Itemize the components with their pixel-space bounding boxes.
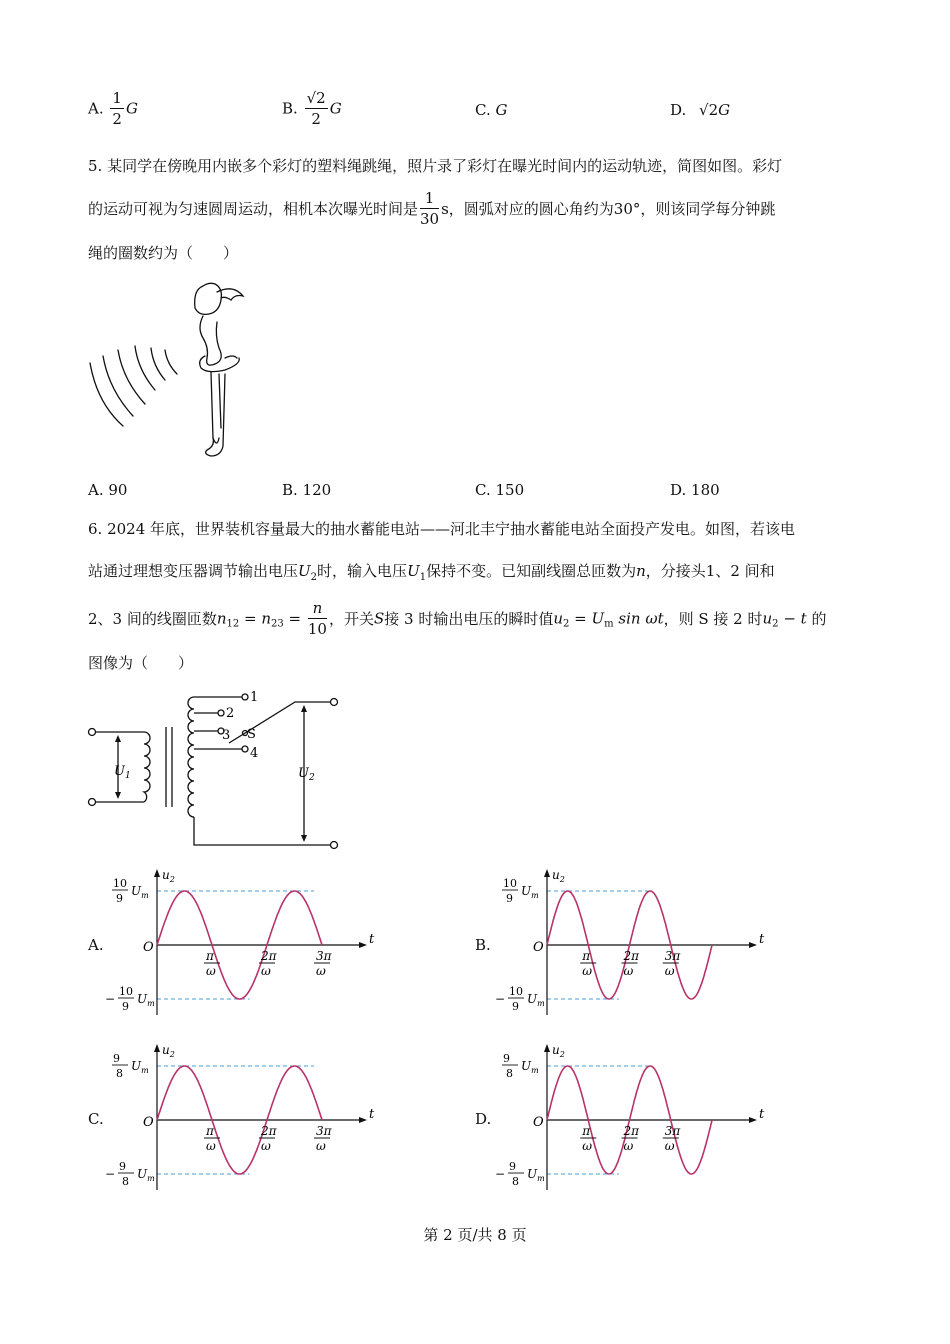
q5-option-d: D. 180 (670, 481, 720, 499)
u1-sub: 1 (419, 572, 427, 583)
light-trail-arc (103, 356, 133, 416)
q6-line3c: 接 3 时输出电压的瞬时值 (384, 610, 554, 628)
u2-axis-label: $u_2$ (552, 868, 565, 884)
y-axis-arrow (154, 1044, 160, 1052)
terminal-circle (89, 729, 96, 736)
tick-den: ω (206, 964, 216, 978)
tick-num: 2π (623, 1124, 640, 1138)
arrow-head (115, 792, 121, 799)
frac-num: n (308, 598, 327, 619)
tick-den: ω (261, 1139, 271, 1153)
q5-line2a: 的运动可视为匀速圆周运动，相机本次曝光时间是 (88, 200, 419, 218)
u2-axis-label: $u_2$ (162, 868, 175, 884)
tick-den: ω (206, 1139, 216, 1153)
leg-line (219, 374, 221, 428)
primary-coil (144, 732, 150, 802)
q5-option-a: A. 90 (88, 481, 128, 499)
tick-den: ω (664, 1139, 675, 1153)
hand (225, 356, 237, 358)
x-axis-arrow (749, 1117, 757, 1123)
frac-den: 30 (420, 210, 440, 228)
eq-n12-sub: 12 (226, 618, 240, 630)
tick-num: 3π (316, 1124, 332, 1138)
u2t-rest: − t (778, 609, 807, 628)
t-axis-label: t (759, 1107, 765, 1122)
tick-num: π (206, 949, 214, 963)
arrow-head (115, 735, 121, 742)
arrow-head (301, 705, 307, 712)
amp-um: $U_m$ (131, 884, 149, 900)
origin-label: O (533, 1115, 544, 1130)
q5-line2 (88, 188, 775, 229)
terminal-circle (331, 699, 338, 706)
eq-n23-sub: 23 (271, 618, 284, 630)
tick-den: ω (582, 964, 593, 978)
page-footer: 第 2 页/共 8 页 (423, 1226, 527, 1244)
u2-label: $U_2$ (298, 766, 315, 783)
switch-label: S (247, 727, 256, 742)
amp-num: 9 (503, 1052, 510, 1065)
tick-den: ω (623, 964, 634, 978)
u2-symbol: U (298, 562, 311, 580)
tick-den: ω (623, 1139, 634, 1153)
q6-line3a: 2、3 间的线圈匝数 (88, 610, 217, 628)
terminal-circle (89, 799, 96, 806)
minus-sign: − (495, 992, 506, 1006)
secondary-coil (188, 697, 194, 817)
eq-n23: = n (239, 609, 272, 628)
u2-expr: u (553, 609, 564, 628)
arrow-head (301, 835, 307, 842)
tap-label-2: 2 (226, 706, 235, 721)
q5-line1: 5. 某同学在傍晚用内嵌多个彩灯的塑料绳跳绳，照片录了彩灯在曝光时间内的运动轨迹，简图如图。彩灯 (88, 157, 783, 175)
tick-num: π (582, 1124, 591, 1138)
q6-line3e: 的 (806, 610, 827, 628)
amp-num: 9 (509, 1160, 516, 1173)
x-axis-arrow (359, 1117, 367, 1123)
amp-um: $U_m$ (527, 1167, 545, 1183)
amp-den: 9 (506, 892, 513, 905)
tick-num: π (582, 949, 591, 963)
q4-option-c (475, 101, 507, 119)
legs (206, 372, 225, 456)
u1-symbol: U (407, 562, 420, 580)
tick-den: ω (261, 964, 271, 978)
option-label: C. (475, 101, 491, 119)
option-symbol: G (718, 101, 731, 119)
amp-num: 9 (119, 1160, 126, 1173)
t-axis-label: t (369, 932, 375, 947)
terminal-circle (331, 842, 338, 849)
amp-den: 9 (122, 1000, 129, 1013)
q6-line2b: 时，输入电压 (317, 562, 408, 580)
option-label: B. (282, 99, 298, 118)
minus-sign: − (105, 992, 116, 1006)
u2-eq: = U (569, 609, 605, 628)
origin-label: O (533, 940, 544, 955)
tick-num: 3π (664, 1124, 681, 1138)
origin-label: O (143, 1115, 154, 1130)
amp-num: 10 (509, 985, 523, 998)
u1-label: $U_1$ (114, 764, 131, 781)
amp-den: 8 (506, 1067, 513, 1080)
y-axis-arrow (154, 869, 160, 877)
frac-den: 2 (112, 110, 122, 128)
q5-figure (85, 278, 260, 468)
amp-um: $U_m$ (137, 1167, 155, 1183)
amp-den: 8 (116, 1067, 123, 1080)
graph-label-b: B. (475, 936, 491, 954)
amp-den: 8 (122, 1175, 129, 1188)
tick-num: 3π (316, 949, 332, 963)
option-symbol: G (329, 99, 342, 118)
u2-axis-label: $u_2$ (552, 1043, 565, 1059)
amp-den: 9 (116, 892, 123, 905)
tick-den: ω (316, 1139, 326, 1153)
minus-sign: − (495, 1167, 506, 1181)
amp-den: 8 (512, 1175, 519, 1188)
tick-num: 2π (261, 949, 277, 963)
light-trail-arc (151, 348, 165, 380)
frac-den: 2 (311, 110, 321, 128)
u2t-sub: 2 (772, 618, 779, 630)
eq-equals: = (283, 609, 306, 628)
amp-um: $U_m$ (521, 1059, 539, 1075)
q6-line1: 6. 2024 年底，世界装机容量最大的抽水蓄能电站——河北丰宁抽水蓄能电站全面投产发电。如图，若该电 (88, 520, 796, 538)
u2-expr-sub: 2 (563, 618, 570, 630)
q6-line2d: ，分接头1、2 间和 (645, 562, 775, 580)
amp-num: 10 (113, 877, 127, 890)
u2-axis-label: $u_2$ (162, 1043, 175, 1059)
amp-num: 10 (503, 877, 517, 890)
frac-den: 10 (307, 620, 327, 638)
s-symbol: S (373, 609, 385, 628)
um-sub: m (604, 618, 614, 630)
arm (200, 356, 240, 372)
light-trail-arc (165, 350, 177, 374)
x-axis-arrow (359, 942, 367, 948)
q6-line2a: 站通过理想变压器调节输出电压 (88, 562, 299, 580)
tick-num: 2π (623, 949, 640, 963)
amp-um: $U_m$ (521, 884, 539, 900)
graph-label-a: A. (88, 936, 104, 954)
eq-n12: n (216, 609, 227, 628)
graph-d (495, 1040, 765, 1190)
q6-line2 (88, 560, 775, 589)
q5-line3: 绳的圈数约为（ ） (88, 244, 239, 262)
graph-label-c: C. (88, 1110, 104, 1128)
light-trail-arc (118, 350, 145, 404)
terminal-2 (218, 710, 224, 716)
option-root: √2 (699, 101, 719, 119)
q5-option-b: B. 120 (282, 481, 332, 499)
amp-um: $U_m$ (527, 992, 545, 1008)
tap-label-1: 1 (250, 690, 259, 705)
frac-num: √2 (306, 89, 326, 107)
frac-num: 1 (112, 89, 122, 107)
q4-option-d (670, 101, 730, 119)
option-symbol: G (495, 101, 508, 119)
y-axis-arrow (544, 869, 550, 877)
n-symbol: n (636, 562, 646, 580)
tick-num: 2π (261, 1124, 277, 1138)
q4-option-b (282, 88, 342, 129)
q4-option-a (88, 88, 138, 129)
transformer-circuit (82, 685, 352, 855)
terminal-4 (242, 746, 248, 752)
amp-num: 10 (119, 985, 133, 998)
t-axis-label: t (759, 932, 765, 947)
q5-line2b: s，圆弧对应的圆心角约为30°，则该同学每分钟跳 (441, 200, 776, 218)
bottom-wire (194, 817, 330, 845)
tap-label-4: 4 (250, 746, 259, 761)
sin-term: sin ωt (613, 609, 664, 628)
q5-option-c: C. 150 (475, 481, 525, 499)
q6-line3d: ，则 S 接 2 时 (663, 610, 763, 628)
minus-sign: − (105, 1167, 116, 1181)
option-label: D. (670, 101, 687, 119)
terminal-1 (242, 694, 248, 700)
tick-den: ω (664, 964, 675, 978)
graph-b (495, 865, 765, 1015)
q6-line3b: ，开关 (328, 610, 374, 628)
tap-label-3: 3 (222, 728, 231, 743)
graph-c (105, 1040, 375, 1190)
graph-a (105, 865, 375, 1015)
q6-line3 (88, 598, 826, 639)
head (195, 283, 222, 314)
option-symbol: G (125, 99, 138, 118)
q6-line2c: 保持不变。已知副线圈总匝数为 (426, 562, 637, 580)
origin-label: O (143, 940, 154, 955)
option-label: A. (88, 99, 104, 118)
amp-den: 9 (512, 1000, 519, 1013)
y-axis-arrow (544, 1044, 550, 1052)
tick-den: ω (316, 964, 326, 978)
tick-num: π (206, 1124, 214, 1138)
frac-num: 1 (420, 188, 439, 209)
t-axis-label: t (369, 1107, 375, 1122)
u2t-symbol: u (762, 609, 773, 628)
tick-den: ω (582, 1139, 593, 1153)
amp-um: $U_m$ (137, 992, 155, 1008)
amp-num: 9 (113, 1052, 120, 1065)
amp-um: $U_m$ (131, 1059, 149, 1075)
u2-sub: 2 (310, 572, 318, 583)
switch-arm (229, 702, 330, 743)
q6-line4: 图像为（ ） (88, 654, 194, 672)
tick-num: 3π (664, 949, 681, 963)
graph-label-d: D. (475, 1110, 492, 1128)
x-axis-arrow (749, 942, 757, 948)
